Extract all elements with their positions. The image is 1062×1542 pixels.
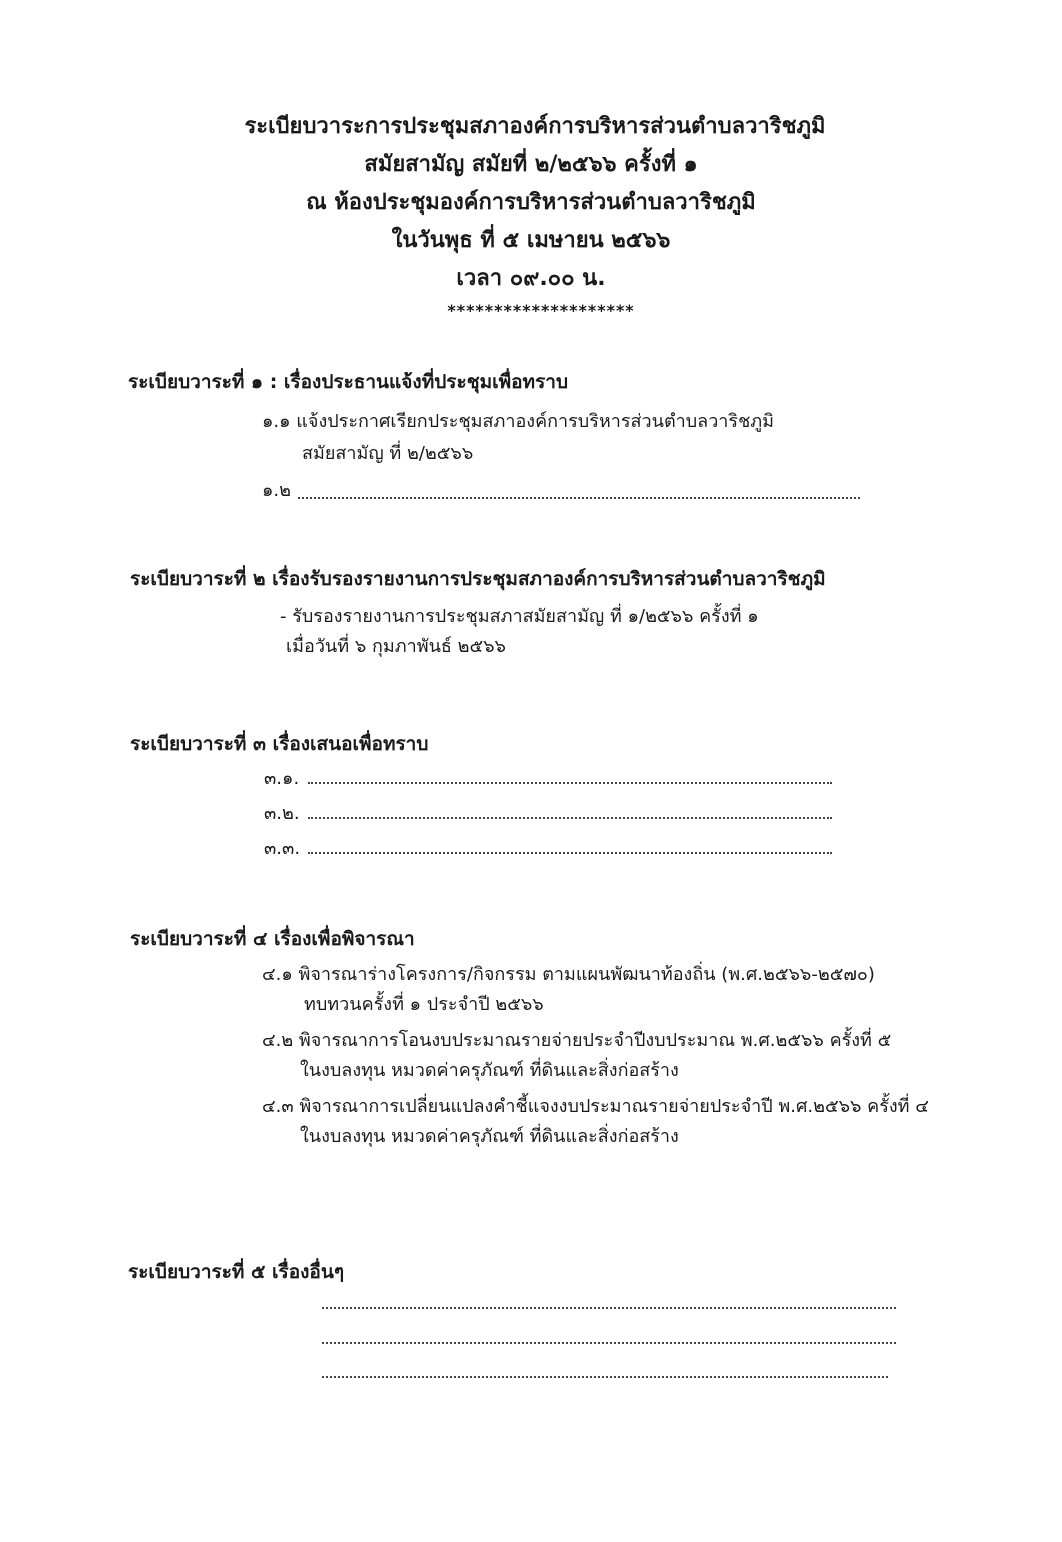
agenda4-heading: ระเบียบวาระที่ ๔ เรื่องเพื่อพิจารณา	[130, 928, 415, 950]
agenda5-blank-line	[322, 1342, 896, 1344]
header-time: เวลา ๐๙.๐๐ น.	[456, 266, 606, 291]
agenda2-line1: - รับรองรายงานการประชุมสภาสมัยสามัญ ที่ ๑/๒๕๖๖ ครั้งที่ ๑	[280, 606, 759, 627]
agenda3-item-blank	[308, 852, 832, 854]
agenda4-item3-line2: ในงบลงทุน หมวดค่าครุภัณฑ์ ที่ดินและสิ่งก่อสร้าง	[300, 1126, 679, 1147]
agenda4-item2-line2: ในงบลงทุน หมวดค่าครุภัณฑ์ ที่ดินและสิ่งก่อสร้าง	[300, 1060, 679, 1081]
agenda1-heading: ระเบียบวาระที่ ๑ : เรื่องประธานแจ้งที่ประชุมเพื่อทราบ	[128, 371, 569, 393]
agenda4-item1-line1: ๔.๑ พิจารณาร่างโครงการ/กิจกรรม ตามแผนพัฒนาท้องถิ่น (พ.ศ.๒๕๖๖-๒๕๗๐)	[262, 964, 875, 985]
agenda5-blank-line	[322, 1307, 896, 1309]
agenda1-item2-label: ๑.๒	[262, 480, 292, 501]
agenda4-item3-line1: ๔.๓ พิจารณาการเปลี่ยนแปลงคำชี้แจงงบประมาณรายจ่ายประจำปี พ.ศ.๒๕๖๖ ครั้งที่ ๔	[262, 1096, 929, 1117]
document-header	[0, 108, 1062, 324]
agenda4-item2-line1: ๔.๒ พิจารณาการโอนงบประมาณรายจ่ายประจำปีงบประมาณ พ.ศ.๒๕๖๖ ครั้งที่ ๕	[262, 1030, 892, 1051]
agenda2-line2: เมื่อวันที่ ๖ กุมภาพันธ์ ๒๕๖๖	[286, 636, 506, 657]
agenda1-item2-blank	[298, 497, 860, 499]
agenda1-item1-line1: ๑.๑ แจ้งประกาศเรียกประชุมสภาองค์การบริหารส่วนตำบลวาริชภูมิ	[262, 411, 775, 432]
header-date: ในวันพุธ ที่ ๕ เมษายน ๒๕๖๖	[391, 228, 671, 253]
header-separator: ********************	[447, 301, 635, 320]
agenda3-item-label: ๓.๓.	[264, 838, 301, 859]
agenda5-heading: ระเบียบวาระที่ ๕ เรื่องอื่นๆ	[128, 1261, 345, 1283]
header-venue: ณ ห้องประชุมองค์การบริหารส่วนตำบลวาริชภูมิ	[306, 190, 756, 215]
agenda3-item-label: ๓.๑.	[264, 768, 300, 789]
agenda3-heading: ระเบียบวาระที่ ๓ เรื่องเสนอเพื่อทราบ	[130, 733, 429, 755]
agenda1-item1-line2: สมัยสามัญ ที่ ๒/๒๕๖๖	[302, 443, 474, 464]
header-title: ระเบียบวาระการประชุมสภาองค์การบริหารส่วนตำบลวาริชภูมิ	[244, 114, 826, 139]
agenda3-item-blank	[308, 817, 832, 819]
agenda3-item-blank	[308, 782, 832, 784]
header-session: สมัยสามัญ สมัยที่ ๒/๒๕๖๖ ครั้งที่ ๑	[364, 152, 698, 177]
agenda5-blank-line	[322, 1376, 888, 1378]
agenda4-item1-line2: ทบทวนครั้งที่ ๑ ประจำปี ๒๕๖๖	[304, 994, 544, 1015]
agenda2-heading: ระเบียบวาระที่ ๒ เรื่องรับรองรายงานการประชุมสภาองค์การบริหารส่วนตำบลวาริชภูมิ	[130, 568, 826, 590]
agenda3-item-label: ๓.๒.	[264, 803, 300, 824]
